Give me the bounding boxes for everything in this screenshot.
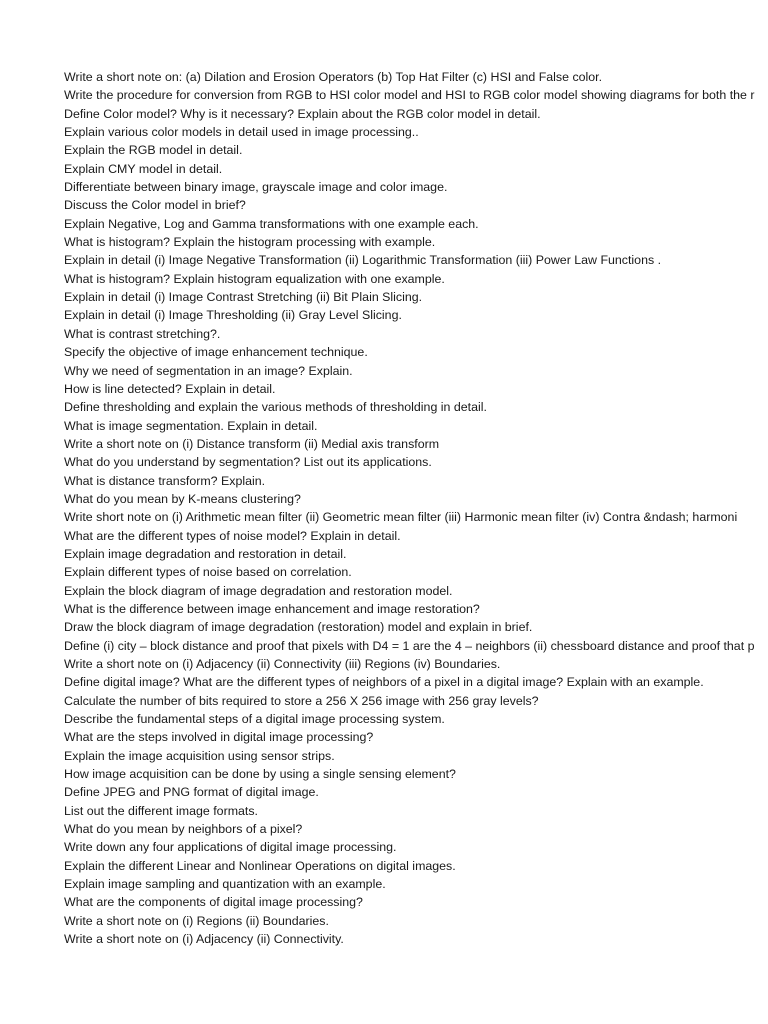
question-line: Write a short note on: (a) Dilation and Erosion Operators (b) Top Hat Filter (c) HSI and False color. bbox=[64, 70, 603, 84]
question-line: Specify the objective of image enhancement technique. bbox=[64, 345, 368, 360]
question-line: Explain Negative, Log and Gamma transformations with one example each. bbox=[64, 216, 479, 231]
question-line: Write a short note on (i) Adjacency (ii) Connectivity. bbox=[64, 932, 344, 947]
question-line: What is histogram? Explain the histogram processing with example. bbox=[64, 235, 436, 250]
question-line: Explain the block diagram of image degradation and restoration model. bbox=[64, 583, 453, 598]
question-line: Define Color model? Why is it necessary? Explain about the RGB color model in detail. bbox=[64, 106, 541, 121]
question-line: What do you mean by neighbors of a pixel? bbox=[64, 822, 303, 837]
question-line: Differentiate between binary image, grayscale image and color image. bbox=[64, 180, 448, 195]
question-line: Draw the block diagram of image degradation (restoration) model and explain in brief. bbox=[64, 620, 533, 635]
question-line: What is contrast stretching?. bbox=[64, 326, 221, 341]
question-line: Explain in detail (i) Image Contrast Stretching (ii) Bit Plain Slicing. bbox=[64, 290, 423, 305]
question-line: List out the different image formats. bbox=[64, 803, 258, 818]
question-line: Explain various color models in detail used in image processing.. bbox=[64, 125, 419, 140]
question-line: Write a short note on (i) Adjacency (ii) Connectivity (iii) Regions (iv) Boundaries. bbox=[64, 657, 501, 671]
question-line: What do you mean by K-means clustering? bbox=[64, 491, 301, 506]
question-line: What is the difference between image enhancement and image restoration? bbox=[64, 601, 480, 616]
question-line: Explain the image acquisition using sensor strips. bbox=[64, 748, 335, 763]
question-line: Explain in detail (i) Image Negative Transformation (ii) Logarithmic Transformation (iii) Power Law Functions . bbox=[64, 253, 662, 268]
question-line: What are the steps involved in digital image processing? bbox=[64, 730, 374, 745]
question-line: What is histogram? Explain histogram equalization with one example. bbox=[64, 271, 445, 286]
question-line: Explain different types of noise based on correlation. bbox=[64, 565, 352, 580]
question-line: Define thresholding and explain the various methods of thresholding in detail. bbox=[64, 400, 487, 415]
question-list bbox=[64, 68, 768, 949]
question-line: Define digital image? What are the different types of neighbors of a pixel in a digital image? Explain with an example. bbox=[64, 675, 704, 690]
question-line: Discuss the Color model in brief? bbox=[64, 198, 246, 213]
question-line: Explain in detail (i) Image Thresholding (ii) Gray Level Slicing. bbox=[64, 308, 402, 323]
question-line: Define (i) city – block distance and proof that pixels with D4 = 1 are the 4 – neighbors (ii) chessboard distance and proof that p bbox=[64, 638, 755, 653]
question-line: What do you understand by segmentation? List out its applications. bbox=[64, 455, 432, 470]
question-line: Write a short note on (i) Distance transform (ii) Medial axis transform bbox=[64, 436, 440, 451]
question-line: Explain CMY model in detail. bbox=[64, 161, 223, 176]
question-line: Explain the different Linear and Nonlinear Operations on digital images. bbox=[64, 858, 456, 873]
question-line: Write short note on (i) Arithmetic mean filter (ii) Geometric mean filter (iii) Harmonic mean filter (iv) Contra &ndash; harmoni bbox=[64, 510, 738, 525]
question-line: Write down any four applications of digital image processing. bbox=[64, 840, 397, 855]
question-line: Explain image degradation and restoration in detail. bbox=[64, 546, 347, 561]
question-line: Calculate the number of bits required to store a 256 X 256 image with 256 gray levels? bbox=[64, 693, 539, 708]
question-line: Write the procedure for conversion from RGB to HSI color model and HSI to RGB color model showing diagrams for both the r bbox=[64, 88, 755, 103]
question-line: Describe the fundamental steps of a digital image processing system. bbox=[64, 712, 445, 727]
question-line: Why we need of segmentation in an image? Explain. bbox=[64, 363, 353, 378]
question-line: Define JPEG and PNG format of digital image. bbox=[64, 785, 319, 800]
question-line: What are the components of digital image processing? bbox=[64, 895, 363, 910]
question-line: What are the different types of noise model? Explain in detail. bbox=[64, 528, 401, 543]
question-line: Explain the RGB model in detail. bbox=[64, 143, 243, 158]
question-line: How image acquisition can be done by using a single sensing element? bbox=[64, 767, 456, 782]
question-line: Explain image sampling and quantization with an example. bbox=[64, 877, 386, 892]
question-line: Write a short note on (i) Regions (ii) Boundaries. bbox=[64, 913, 329, 928]
question-line: How is line detected? Explain in detail. bbox=[64, 381, 276, 396]
question-line: What is image segmentation. Explain in detail. bbox=[64, 418, 318, 433]
question-line: What is distance transform? Explain. bbox=[64, 473, 266, 488]
